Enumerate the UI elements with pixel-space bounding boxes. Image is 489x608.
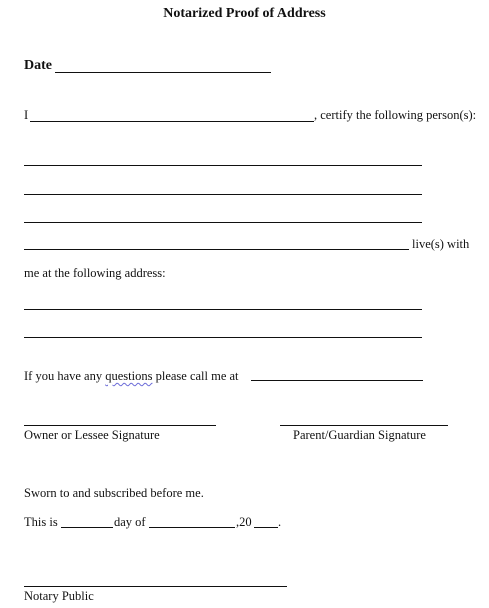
phone-field-line[interactable] [251,380,423,381]
address-intro-text: me at the following address: [24,266,166,280]
questions-word: questions [105,369,153,383]
period-text: . [278,515,282,529]
day-of-text: day of [114,515,146,529]
address-line-2[interactable] [24,337,422,338]
day-field-line[interactable] [61,527,113,528]
person-line-4[interactable] [24,249,409,250]
guardian-signature-line[interactable] [280,425,448,426]
lives-with-text: live(s) with [412,237,470,251]
this-is-text: This is [24,515,58,529]
owner-signature-line[interactable] [24,425,216,426]
year-prefix-text: ,20 [236,515,252,529]
questions-prefix: If you have any [24,369,103,383]
month-field-line[interactable] [149,527,235,528]
certify-suffix: , certify the following person(s): [314,108,477,122]
date-label: Date [24,58,52,73]
date-field-line[interactable] [55,72,271,73]
person-line-1[interactable] [24,165,422,166]
year-field-line[interactable] [254,527,278,528]
questions-suffix: please call me at [155,369,239,383]
questions-text [24,369,239,384]
notary-public-label: Notary Public [24,589,94,603]
owner-signature-label: Owner or Lessee Signature [24,428,160,442]
notary-signature-line[interactable] [24,586,287,587]
person-line-3[interactable] [24,222,422,223]
address-line-1[interactable] [24,309,422,310]
certifier-name-line[interactable] [30,121,314,122]
person-line-2[interactable] [24,194,422,195]
page-title: Notarized Proof of Address [163,6,326,21]
sworn-statement: Sworn to and subscribed before me. [24,486,204,500]
guardian-signature-label: Parent/Guardian Signature [293,428,426,442]
certify-prefix: I [24,108,29,122]
